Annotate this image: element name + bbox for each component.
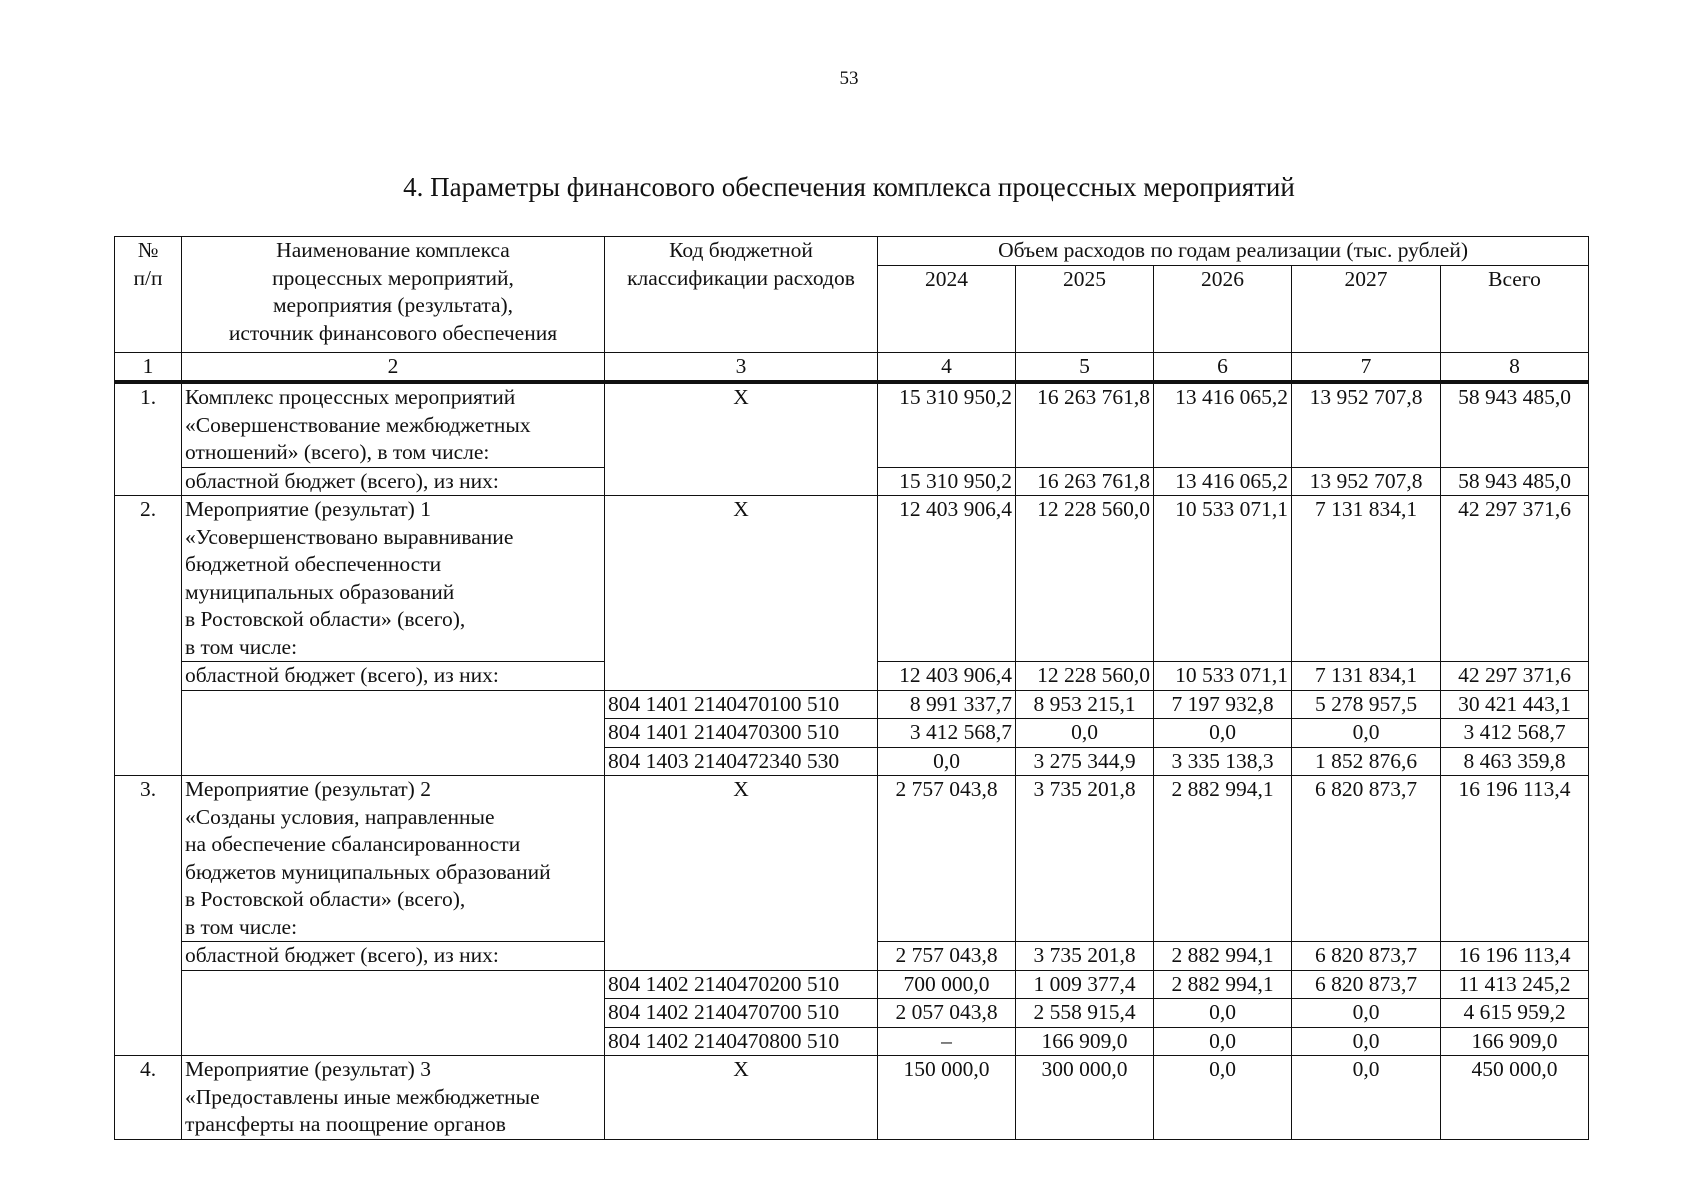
value-cell: 8 991 337,7 [878, 690, 1016, 719]
value-cell: 10 533 071,1 [1154, 496, 1292, 662]
value-cell: 3 735 201,8 [1016, 776, 1154, 942]
column-index: 3 [605, 352, 878, 382]
value-cell: 13 416 065,2 [1154, 467, 1292, 496]
value-cell: 150 000,0 [878, 1056, 1016, 1140]
budget-code: 804 1402 2140470800 510 [605, 1027, 878, 1056]
value-cell: 10 533 071,1 [1154, 662, 1292, 691]
value-cell: 13 952 707,8 [1292, 467, 1441, 496]
row-name-line: Мероприятие (результат) 2 [185, 777, 431, 801]
value-cell: 6 820 873,7 [1292, 776, 1441, 942]
value-cell: 58 943 485,0 [1441, 467, 1589, 496]
empty-cell [182, 970, 605, 1056]
value-cell: 0,0 [1292, 1027, 1441, 1056]
value-cell: 0,0 [1292, 999, 1441, 1028]
table-row [115, 970, 1589, 999]
header-name-line: Наименование комплекса [276, 238, 510, 262]
header-number [115, 237, 182, 353]
value-cell: 0,0 [1154, 1027, 1292, 1056]
value-cell: 0,0 [1154, 719, 1292, 748]
value-cell: 2 057 043,8 [878, 999, 1016, 1028]
value-cell: 0,0 [1292, 1056, 1441, 1140]
row-name [182, 496, 605, 662]
value-cell: 30 421 443,1 [1441, 690, 1589, 719]
value-cell: 2 757 043,8 [878, 942, 1016, 971]
value-cell: 3 412 568,7 [1441, 719, 1589, 748]
row-name-line: бюджетной обеспеченности [185, 552, 442, 576]
value-cell: 300 000,0 [1016, 1056, 1154, 1140]
value-cell: 0,0 [878, 747, 1016, 776]
table-row [115, 382, 1589, 467]
row-name-line: трансферты на поощрение органов [185, 1112, 506, 1136]
row-name-line: в Ростовской области» (всего), [185, 607, 466, 631]
budget-code: 804 1402 2140470200 510 [605, 970, 878, 999]
column-index: 2 [182, 352, 605, 382]
budget-code: 804 1403 2140472340 530 [605, 747, 878, 776]
row-name-line: Мероприятие (результат) 3 [185, 1057, 431, 1081]
financing-table [114, 236, 1589, 1140]
value-cell: 16 196 113,4 [1441, 942, 1589, 971]
empty-cell [182, 690, 605, 776]
value-cell: 166 909,0 [1016, 1027, 1154, 1056]
row-name [182, 382, 605, 467]
table-row [115, 1056, 1589, 1140]
value-cell: 0,0 [1292, 719, 1441, 748]
value-cell: – [878, 1027, 1016, 1056]
column-index: 1 [115, 352, 182, 382]
value-cell: 4 615 959,2 [1441, 999, 1589, 1028]
value-cell: 12 228 560,0 [1016, 662, 1154, 691]
header-row [115, 237, 1589, 266]
row-name-line: «Усовершенствовано выравнивание [185, 524, 514, 549]
header-year: 2025 [1016, 265, 1154, 352]
value-cell: 3 335 138,3 [1154, 747, 1292, 776]
value-cell: 2 882 994,1 [1154, 970, 1292, 999]
value-cell: 13 416 065,2 [1154, 382, 1292, 467]
value-cell: 7 131 834,1 [1292, 662, 1441, 691]
column-index: 5 [1016, 352, 1154, 382]
header-name-line: процессных мероприятий, [272, 265, 514, 290]
column-index: 4 [878, 352, 1016, 382]
row-name-line: бюджетов муниципальных образований [185, 859, 551, 884]
row-name-line: в том числе: [185, 634, 298, 659]
value-cell: 8 463 359,8 [1441, 747, 1589, 776]
value-cell: 6 820 873,7 [1292, 970, 1441, 999]
value-cell: 16 263 761,8 [1016, 467, 1154, 496]
value-cell: 2 558 915,4 [1016, 999, 1154, 1028]
row-number: 3. [115, 776, 182, 1056]
document-title: 4. Параметры финансового обеспечения комплекса процессных мероприятий [403, 172, 1295, 202]
value-cell: 2 882 994,1 [1154, 776, 1292, 942]
header-name-line: источник финансового обеспечения [228, 320, 558, 345]
value-cell: 700 000,0 [878, 970, 1016, 999]
header-code-line: классификации расходов [627, 265, 855, 290]
value-cell: 0,0 [1154, 1056, 1292, 1140]
row-name-line: «Созданы условия, направленные [185, 804, 495, 829]
value-cell: 42 297 371,6 [1441, 496, 1589, 662]
value-cell: 11 413 245,2 [1441, 970, 1589, 999]
value-cell: 15 310 950,2 [878, 382, 1016, 467]
value-cell: 1 009 377,4 [1016, 970, 1154, 999]
column-index: 6 [1154, 352, 1292, 382]
page-number: 53 [839, 68, 859, 89]
header-code-line: Код бюджетной [669, 238, 813, 262]
header-number-line: п/п [133, 265, 163, 290]
value-cell: 42 297 371,6 [1441, 662, 1589, 691]
value-cell: 7 197 932,8 [1154, 690, 1292, 719]
value-cell: 3 735 201,8 [1016, 942, 1154, 971]
row-name-line: «Совершенствование межбюджетных [185, 412, 531, 437]
value-cell: 2 757 043,8 [878, 776, 1016, 942]
header-volume: Объем расходов по годам реализации (тыс. рублей) [878, 237, 1589, 266]
row-name-line: на обеспечение сбалансированности [185, 832, 521, 856]
column-index-row [115, 352, 1589, 382]
value-cell: 1 852 876,6 [1292, 747, 1441, 776]
value-cell: 8 953 215,1 [1016, 690, 1154, 719]
value-cell: 16 196 113,4 [1441, 776, 1589, 942]
value-cell: 5 278 957,5 [1292, 690, 1441, 719]
table-row [115, 496, 1589, 662]
header-name-line: мероприятия (результата), [272, 293, 514, 317]
header-number-line: № [137, 238, 159, 262]
row-code: X [605, 776, 878, 971]
row-name-line: в том числе: [185, 914, 298, 939]
value-cell: 12 403 906,4 [878, 662, 1016, 691]
row-number: 2. [115, 496, 182, 776]
header-year: 2026 [1154, 265, 1292, 352]
value-cell: 6 820 873,7 [1292, 942, 1441, 971]
value-cell: 7 131 834,1 [1292, 496, 1441, 662]
value-cell: 12 403 906,4 [878, 496, 1016, 662]
row-code: X [605, 1056, 878, 1140]
row-number: 1. [115, 382, 182, 496]
row-name-line: в Ростовской области» (всего), [185, 887, 466, 911]
row-name-line: Мероприятие (результат) 1 [185, 497, 431, 521]
column-index: 7 [1292, 352, 1441, 382]
value-cell: 15 310 950,2 [878, 467, 1016, 496]
source-name: областной бюджет (всего), из них: [182, 662, 605, 691]
row-code: X [605, 496, 878, 691]
value-cell: 2 882 994,1 [1154, 942, 1292, 971]
value-cell: 16 263 761,8 [1016, 382, 1154, 467]
header-total: Всего [1441, 265, 1589, 352]
table-row [115, 690, 1589, 719]
row-name [182, 1056, 605, 1140]
row-name-line: отношений» (всего), в том числе: [185, 440, 490, 464]
header-code [605, 237, 878, 353]
value-cell: 3 275 344,9 [1016, 747, 1154, 776]
budget-code: 804 1401 2140470300 510 [605, 719, 878, 748]
value-cell: 0,0 [1154, 999, 1292, 1028]
row-name [182, 776, 605, 942]
value-cell: 0,0 [1016, 719, 1154, 748]
row-name-line: муниципальных образований [185, 579, 455, 604]
value-cell: 12 228 560,0 [1016, 496, 1154, 662]
budget-code: 804 1402 2140470700 510 [605, 999, 878, 1028]
source-name: областной бюджет (всего), из них: [182, 942, 605, 971]
value-cell: 13 952 707,8 [1292, 382, 1441, 467]
header-name [182, 237, 605, 353]
row-code: X [605, 382, 878, 496]
header-year: 2027 [1292, 265, 1441, 352]
source-name: областной бюджет (всего), из них: [182, 467, 605, 496]
row-number: 4. [115, 1056, 182, 1140]
value-cell: 450 000,0 [1441, 1056, 1589, 1140]
row-name-line: Комплекс процессных мероприятий [185, 385, 516, 409]
value-cell: 3 412 568,7 [878, 719, 1016, 748]
header-year: 2024 [878, 265, 1016, 352]
value-cell: 58 943 485,0 [1441, 382, 1589, 467]
row-name-line: «Предоставлены иные межбюджетные [185, 1084, 540, 1109]
table-row [115, 776, 1589, 942]
budget-code: 804 1401 2140470100 510 [605, 690, 878, 719]
value-cell: 166 909,0 [1441, 1027, 1589, 1056]
column-index: 8 [1441, 352, 1589, 382]
